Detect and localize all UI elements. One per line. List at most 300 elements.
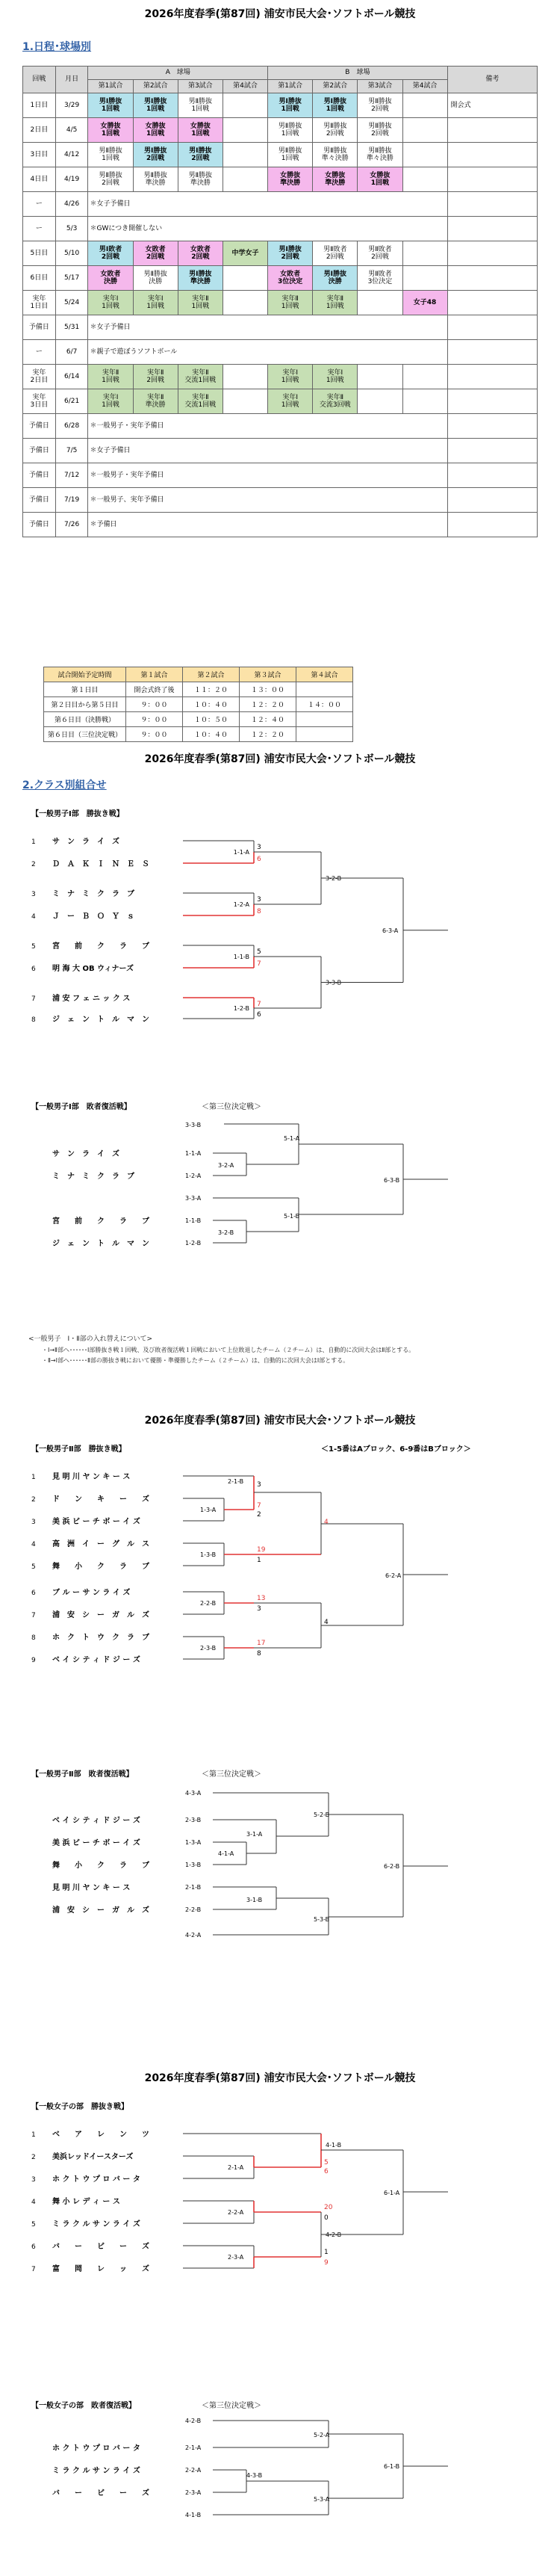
cell-game-a: 女敗者 決勝 — [88, 266, 133, 291]
game-code: 2-2-B — [185, 1906, 202, 1913]
header-date: 月日 — [55, 67, 88, 93]
cell-game-a: 男Ⅱ勝抜 2回戦 — [88, 167, 133, 192]
cell-game-a: 実年Ⅰ 1回戦 — [88, 389, 133, 414]
team-name: 美浜レッドイースターズ — [52, 2153, 134, 2161]
game-code: 2-1-A — [228, 2164, 244, 2171]
score: 3 — [257, 896, 261, 904]
bracket-label: 【一般男子Ⅰ部 敗者復活戦】 — [31, 1103, 131, 1111]
cell-note-span: ＊親子で遊ぼうソフトボール — [88, 340, 447, 365]
cell-game-b: 男Ⅱ勝抜 1回戦 — [268, 143, 313, 167]
cell-remarks — [447, 118, 537, 143]
cell-game-a: 男Ⅱ勝抜 1回戦 — [178, 93, 223, 118]
team-name: 宮 前 ク ラ ブ — [52, 942, 149, 951]
team-name: ミ ナ ミ ク ラ ブ — [52, 1173, 134, 1181]
team-name: 浦 安 シ ー ガ ル ズ — [52, 1611, 149, 1619]
schedule-row — [23, 241, 538, 266]
cell-game-a: 実年Ⅱ 2回戦 — [133, 365, 178, 389]
team-name: ベ イ シ テ ィ ド ジ ー ズ — [52, 1817, 140, 1825]
cell-game-b — [358, 291, 402, 315]
team-name: 宮 前 ク ラ ブ — [52, 1217, 149, 1226]
score: 6 — [257, 1011, 261, 1019]
cell-game-a: 男Ⅱ勝抜 準決勝 — [133, 167, 178, 192]
timetable-cell: １０：４０ — [183, 697, 240, 712]
cell-game-b — [402, 389, 447, 414]
cell-game-b: 男Ⅰ勝抜 2回戦 — [268, 241, 313, 266]
score: 6 — [324, 2168, 329, 2175]
cell-remarks — [447, 463, 537, 488]
game-code: 6-2-B — [384, 1863, 400, 1870]
team-name: 舞 小 レ デ ィ ー ス — [52, 2198, 120, 2206]
team-number: 8 — [31, 1016, 36, 1024]
cell-game-b — [402, 167, 447, 192]
game-code: 2-1-B — [185, 1884, 202, 1891]
cell-round: 1日目 — [23, 93, 56, 118]
cell-date: 5/31 — [55, 315, 88, 340]
timetable-cell: 第６日目（三位決定戦） — [44, 727, 126, 742]
cell-game-b — [402, 241, 447, 266]
team-number: 5 — [31, 2221, 36, 2228]
timetable-cell: 第１試合 — [126, 667, 183, 682]
game-code: 5-3-A — [314, 2496, 330, 2503]
cell-game-a: 男Ⅱ勝抜 1回戦 — [88, 143, 133, 167]
cell-date: 7/26 — [55, 513, 88, 537]
game-code: 6-3-A — [382, 927, 399, 934]
schedule-row — [23, 217, 538, 241]
cell-remarks — [447, 192, 537, 217]
game-code: 3-3-A — [185, 1195, 202, 1202]
game-code: 6-2-A — [385, 1572, 402, 1579]
team-number: 2 — [31, 861, 36, 868]
cell-game-b: 女勝抜 準決勝 — [313, 167, 358, 192]
cell-note-span: ＊一般男子、実年予備日 — [88, 488, 447, 513]
page-title: 2026年度春季(第87回) 浦安市民大会･ソフトボール競技 — [144, 1415, 416, 1427]
third-place-label: ＜第三位決定戦＞ — [202, 2402, 261, 2410]
game-code: 4-2-A — [185, 1932, 202, 1939]
score: 3 — [257, 1605, 261, 1613]
cell-date: 4/26 — [55, 192, 88, 217]
team-number: 2 — [31, 1496, 36, 1504]
team-name: ホ ク ト ウ ク ラ ブ — [52, 1634, 149, 1642]
cell-game-a: 男Ⅰ勝抜 1回戦 — [133, 93, 178, 118]
game-code: 6-3-B — [384, 1177, 400, 1184]
header-field-b: B 球場 — [268, 67, 448, 80]
header-game: 第2試合 — [313, 80, 358, 93]
note-line: ・Ⅰ→Ⅱ部へ･･････Ⅰ部勝抜き戦１回戦、及び敗者復活戦１回戦において上位敗退したチーム（２チーム）は、自動的に次回大会はⅡ部とする。 — [42, 1347, 415, 1353]
game-code: 6-1-B — [384, 2463, 400, 2470]
schedule-row — [23, 513, 538, 537]
game-code: 2-2-A — [228, 2209, 244, 2216]
cell-game-b — [402, 143, 447, 167]
timetable-cell: 第２日目から第５日目 — [44, 697, 126, 712]
cell-remarks — [447, 266, 537, 291]
cell-remarks — [447, 389, 537, 414]
cell-game-a: 中学女子 — [223, 241, 267, 266]
cell-round: 6日目 — [23, 266, 56, 291]
cell-remarks — [447, 143, 537, 167]
cell-date: 6/28 — [55, 414, 88, 439]
game-code: 3-2-A — [218, 1162, 234, 1169]
header-remarks: 備考 — [447, 67, 537, 93]
score: 17 — [257, 1640, 266, 1647]
schedule-row — [23, 118, 538, 143]
cell-game-b: 男Ⅰ勝抜 1回戦 — [268, 93, 313, 118]
game-code: 1-2-A — [233, 901, 249, 908]
header-game: 第4試合 — [223, 80, 267, 93]
schedule-row — [23, 192, 538, 217]
team-number: 4 — [31, 1541, 36, 1548]
game-code: 1-1-A — [233, 849, 249, 856]
timetable-header — [44, 667, 353, 682]
cell-game-a: 実年Ⅱ 交流1回戦 — [178, 389, 223, 414]
team-name: 見 明 川 ヤ ン キ ー ス — [52, 1473, 131, 1481]
game-code: 2-3-A — [185, 2489, 202, 2496]
cell-date: 7/5 — [55, 439, 88, 463]
schedule-row — [23, 414, 538, 439]
team-name: 富 岡 レ ッ ズ — [52, 2265, 149, 2273]
score: 2 — [257, 1511, 261, 1519]
game-code: 4-1-B — [326, 2142, 342, 2149]
cell-game-b: 男Ⅰ勝抜 決勝 — [313, 266, 358, 291]
cell-remarks — [447, 513, 537, 537]
timetable-row — [44, 712, 353, 727]
game-code: 3-1-B — [246, 1897, 263, 1903]
score: 6 — [257, 856, 261, 863]
game-code: 2-2-A — [185, 2467, 202, 2474]
cell-game-a: 女敗者 2回戦 — [178, 241, 223, 266]
cell-game-b — [358, 389, 402, 414]
team-name: ジ ェ ン ト ル マ ン — [52, 1240, 149, 1248]
score: 8 — [257, 908, 261, 915]
bracket-label: 【一般女子の部 勝抜き戦】 — [31, 2103, 128, 2111]
cell-game-a — [223, 266, 267, 291]
game-code: 1-1-B — [185, 1217, 202, 1224]
cell-game-a — [223, 365, 267, 389]
timetable-cell: 第２試合 — [183, 667, 240, 682]
cell-game-a — [223, 389, 267, 414]
cell-date: 5/17 — [55, 266, 88, 291]
note-line: ・Ⅱ→Ⅰ部へ･･････Ⅱ部の勝抜き戦において優勝・準優勝したチーム（２チーム）は、自動的に次回大会はⅠ部とする。 — [42, 1357, 349, 1364]
cell-note-span: ＊女子予備日 — [88, 439, 447, 463]
timetable-cell: ９：００ — [126, 697, 183, 712]
cell-game-a: 男Ⅰ勝抜 2回戦 — [133, 143, 178, 167]
cell-round: ー — [23, 192, 56, 217]
bracket-label: 【一般男子Ⅱ部 勝抜き戦】 — [31, 1445, 126, 1454]
score: 7 — [257, 1001, 261, 1008]
team-number: 7 — [31, 2266, 36, 2273]
team-number: 4 — [31, 2199, 36, 2206]
score: 3 — [257, 1481, 261, 1489]
team-name: ミ ラ ク ル サ ン ラ イ ズ — [52, 2467, 140, 2475]
team-name: Ｊ ー Ｂ Ｏ Ｙ ｓ — [52, 912, 134, 921]
game-code: 1-3-B — [185, 1862, 202, 1868]
team-number: 8 — [31, 1634, 36, 1642]
cell-game-a — [223, 118, 267, 143]
game-code: 1-2-B — [233, 1005, 249, 1012]
team-name: ミ ラ ク ル サ ン ラ イ ズ — [52, 2220, 140, 2228]
third-place-label: ＜第三位決定戦＞ — [202, 1103, 261, 1111]
team-name: サ ン ラ イ ズ — [52, 1150, 119, 1158]
team-name: ド ン キ ー ズ — [52, 1495, 149, 1504]
team-name: ホ ク ト ウ プ ロ バ ー タ — [52, 2444, 140, 2453]
cell-game-b: 女勝抜 準決勝 — [268, 167, 313, 192]
page-title: 2026年度春季(第87回) 浦安市民大会･ソフトボール競技 — [144, 8, 416, 20]
cell-game-a: 女敗者 2回戦 — [133, 241, 178, 266]
timetable-cell: 開会式終了後 — [126, 682, 183, 697]
cell-note-span: ＊GWにつき開催しない — [88, 217, 447, 241]
timetable-cell: ９：００ — [126, 712, 183, 727]
score: 19 — [257, 1546, 266, 1554]
start-time-table — [43, 667, 353, 742]
bracket-men-1 — [0, 818, 560, 1087]
timetable-cell: 第６日目（決勝戦） — [44, 712, 126, 727]
page-title: 2026年度春季(第87回) 浦安市民大会･ソフトボール競技 — [144, 753, 416, 765]
cell-round: 2日目 — [23, 118, 56, 143]
cell-date: 4/5 — [55, 118, 88, 143]
game-code: 5-2-A — [314, 2432, 330, 2438]
header-game: 第4試合 — [402, 80, 447, 93]
timetable-cell: ９：００ — [126, 727, 183, 742]
cell-game-a — [223, 167, 267, 192]
cell-date: 5/3 — [55, 217, 88, 241]
team-number: 1 — [31, 838, 36, 846]
cell-game-b: 女勝抜 1回戦 — [358, 167, 402, 192]
score: 7 — [257, 1502, 261, 1510]
cell-remarks — [447, 340, 537, 365]
team-number: 7 — [31, 1612, 36, 1619]
bracket-men-2-consolation — [0, 1782, 560, 2029]
schedule-table — [22, 66, 538, 537]
game-code: 5-3-B — [314, 1916, 330, 1923]
section-bracket-heading: 2.クラス別組合せ — [22, 779, 107, 791]
team-number: 7 — [31, 995, 36, 1003]
timetable-cell — [296, 712, 353, 727]
game-code: 1-3-A — [200, 1507, 217, 1513]
cell-game-a: 男Ⅰ勝抜 1回戦 — [88, 93, 133, 118]
cell-game-b: 男Ⅱ勝抜 2回戦 — [358, 93, 402, 118]
score: 9 — [324, 2259, 329, 2267]
bracket-label: 【一般女子の部 敗者復活戦】 — [31, 2402, 136, 2410]
cell-note-span: ＊予備日 — [88, 513, 447, 537]
game-code: 3-2-B — [326, 875, 342, 882]
team-name: ホ ク ト ウ プ ロ バ ー タ — [52, 2175, 140, 2184]
team-name: ベ ア レ ン ツ — [52, 2131, 149, 2139]
schedule-row — [23, 463, 538, 488]
schedule-row — [23, 93, 538, 118]
header-field-a: A 球場 — [88, 67, 268, 80]
timetable-cell: １３：００ — [240, 682, 296, 697]
cell-game-b — [402, 365, 447, 389]
cell-date: 3/29 — [55, 93, 88, 118]
cell-game-a: 男Ⅱ勝抜 準決勝 — [178, 167, 223, 192]
schedule-row — [23, 143, 538, 167]
cell-date: 7/19 — [55, 488, 88, 513]
score: 0 — [324, 2214, 329, 2222]
game-code: 4-2-B — [326, 2231, 342, 2238]
block-note: ＜1-5番はAブロック、6-9番はBブロック＞ — [321, 1445, 471, 1454]
cell-note-span: ＊女子予備日 — [88, 192, 447, 217]
game-code: 1-1-B — [233, 954, 249, 960]
cell-round: 実年 1日目 — [23, 291, 56, 315]
cell-round: 3日目 — [23, 143, 56, 167]
team-name: 見 明 川 ヤ ン キ ー ス — [52, 1884, 131, 1892]
team-number: 4 — [31, 913, 36, 921]
score: 4 — [324, 1619, 329, 1626]
score: 20 — [324, 2204, 333, 2211]
team-number: 9 — [31, 1657, 36, 1664]
team-number: 2 — [31, 2154, 36, 2161]
game-code: 2-3-A — [228, 2254, 244, 2261]
cell-game-b: 男Ⅱ勝抜 2回戦 — [358, 118, 402, 143]
game-code: 1-2-B — [185, 1240, 202, 1247]
game-code: 1-3-B — [200, 1551, 217, 1558]
note-heading: <一般男子 Ⅰ・Ⅱ部の入れ替えについて> — [28, 1335, 152, 1343]
cell-game-b: 女敗者 3位決定 — [268, 266, 313, 291]
cell-round: 予備日 — [23, 488, 56, 513]
cell-remarks — [447, 365, 537, 389]
cell-game-a — [223, 291, 267, 315]
game-code: 2-1-B — [228, 1478, 244, 1485]
team-name: ブ ル ー サ ン ラ イ ズ — [52, 1589, 131, 1597]
cell-remarks — [447, 488, 537, 513]
game-code: 1-2-A — [185, 1173, 202, 1179]
score: 13 — [257, 1595, 266, 1602]
cell-round: 予備日 — [23, 463, 56, 488]
game-code: 3-3-B — [326, 979, 342, 986]
timetable-cell: １４：００ — [296, 697, 353, 712]
game-code: 1-1-A — [185, 1150, 202, 1157]
cell-game-a: 男Ⅰ勝抜 準決勝 — [178, 266, 223, 291]
cell-game-b: 実年Ⅱ 交流3回戦 — [313, 389, 358, 414]
cell-game-b: 男Ⅱ勝抜 1回戦 — [268, 118, 313, 143]
cell-game-a: 男Ⅰ敗者 2回戦 — [88, 241, 133, 266]
cell-round: 4日目 — [23, 167, 56, 192]
cell-date: 7/12 — [55, 463, 88, 488]
cell-round: 5日目 — [23, 241, 56, 266]
game-code: 4-1-A — [218, 1850, 234, 1857]
team-number: 6 — [31, 2243, 36, 2251]
cell-game-a: 女勝抜 1回戦 — [178, 118, 223, 143]
schedule-row — [23, 439, 538, 463]
team-number: 3 — [31, 1519, 36, 1526]
cell-date: 4/12 — [55, 143, 88, 167]
cell-game-b: 女子48 — [402, 291, 447, 315]
schedule-row — [23, 315, 538, 340]
cell-game-b — [358, 365, 402, 389]
team-number: 3 — [31, 2176, 36, 2184]
timetable-row — [44, 727, 353, 742]
header-game: 第1試合 — [88, 80, 133, 93]
timetable-cell: １０：４０ — [183, 727, 240, 742]
cell-game-b: 男Ⅱ敗者 3位決定 — [358, 266, 402, 291]
header-round: 回戦 — [23, 67, 56, 93]
game-code: 4-2-B — [185, 2418, 202, 2424]
game-code: 5-2-B — [314, 1811, 330, 1818]
game-code: 6-1-A — [384, 2190, 400, 2196]
game-code: 4-3-A — [185, 1790, 202, 1797]
cell-round: 予備日 — [23, 439, 56, 463]
team-name: 高 洲 イ ー グ ル ス — [52, 1540, 149, 1548]
team-number: 1 — [31, 2131, 36, 2139]
cell-game-a: 実年Ⅱ 1回戦 — [178, 291, 223, 315]
schedule-row — [23, 389, 538, 414]
team-name: サ ン ラ イ ズ — [52, 838, 119, 846]
cell-remarks — [447, 217, 537, 241]
team-number: 5 — [31, 943, 36, 951]
timetable-cell: １０：５０ — [183, 712, 240, 727]
cell-game-b: 男Ⅰ勝抜 1回戦 — [313, 93, 358, 118]
score: 7 — [257, 960, 261, 968]
team-number: 3 — [31, 891, 36, 898]
bracket-men-1-consolation — [0, 1114, 560, 1323]
cell-note-span: ＊女子予備日 — [88, 315, 447, 340]
game-code: 3-2-B — [218, 1229, 234, 1236]
score: 4 — [324, 1519, 329, 1526]
cell-game-a: 女勝抜 1回戦 — [133, 118, 178, 143]
cell-game-b: 実年Ⅰ 1回戦 — [268, 365, 313, 389]
cell-round: 実年 2日目 — [23, 365, 56, 389]
timetable-row — [44, 682, 353, 697]
bracket-label: 【一般男子Ⅰ部 勝抜き戦】 — [31, 810, 124, 818]
game-code: 4-1-B — [185, 2512, 202, 2518]
team-name: 美 浜 ビ ー チ ボ ー イ ズ — [52, 1839, 140, 1847]
cell-game-b: 男Ⅱ勝抜 2回戦 — [313, 118, 358, 143]
cell-game-a — [223, 93, 267, 118]
cell-date: 5/24 — [55, 291, 88, 315]
score: 1 — [257, 1557, 261, 1564]
schedule-row — [23, 167, 538, 192]
timetable-cell: １２：４０ — [240, 712, 296, 727]
cell-game-b: 男Ⅱ勝抜 準々決勝 — [313, 143, 358, 167]
team-number: 6 — [31, 966, 36, 973]
cell-date: 6/7 — [55, 340, 88, 365]
timetable-cell: 第１日目 — [44, 682, 126, 697]
cell-remarks — [447, 291, 537, 315]
cell-note-span: ＊一般男子・実年予備日 — [88, 414, 447, 439]
cell-date: 6/21 — [55, 389, 88, 414]
cell-game-b: 実年Ⅱ 1回戦 — [268, 291, 313, 315]
cell-round: 実年 3日目 — [23, 389, 56, 414]
header-game: 第2試合 — [133, 80, 178, 93]
timetable-cell: 第４試合 — [296, 667, 353, 682]
cell-remarks — [447, 315, 537, 340]
header-game: 第3試合 — [358, 80, 402, 93]
game-code: 2-3-B — [200, 1645, 217, 1652]
team-name: 浦 安 フ ェ ニ ッ ク ス — [52, 995, 131, 1003]
cell-round: 予備日 — [23, 315, 56, 340]
cell-game-b: 実年Ⅱ 1回戦 — [313, 291, 358, 315]
page-title: 2026年度春季(第87回) 浦安市民大会･ソフトボール競技 — [144, 2072, 416, 2084]
team-name: 舞 小 ク ラ ブ — [52, 1862, 149, 1870]
bracket-women — [0, 2111, 560, 2335]
game-code: 3-3-B — [185, 1122, 202, 1128]
timetable-cell: １２：２０ — [240, 727, 296, 742]
cell-game-a: 実年Ⅱ 1回戦 — [88, 365, 133, 389]
cell-remarks — [447, 439, 537, 463]
schedule-row — [23, 266, 538, 291]
game-code: 3-1-A — [246, 1831, 263, 1838]
cell-remarks: 開会式 — [447, 93, 537, 118]
score: 5 — [257, 948, 261, 956]
game-code: 5-1-A — [284, 1135, 300, 1142]
cell-game-a: 実年Ⅱ 準決勝 — [133, 389, 178, 414]
cell-game-a: 実年Ⅰ 1回戦 — [88, 291, 133, 315]
third-place-label: ＜第三位決定戦＞ — [202, 1770, 261, 1779]
team-name: 舞 小 ク ラ ブ — [52, 1563, 149, 1571]
cell-date: 5/10 — [55, 241, 88, 266]
score: 8 — [257, 1650, 261, 1658]
cell-game-a: 男Ⅰ勝抜 2回戦 — [178, 143, 223, 167]
team-name: バ ー ビ ー ズ — [52, 2489, 149, 2498]
